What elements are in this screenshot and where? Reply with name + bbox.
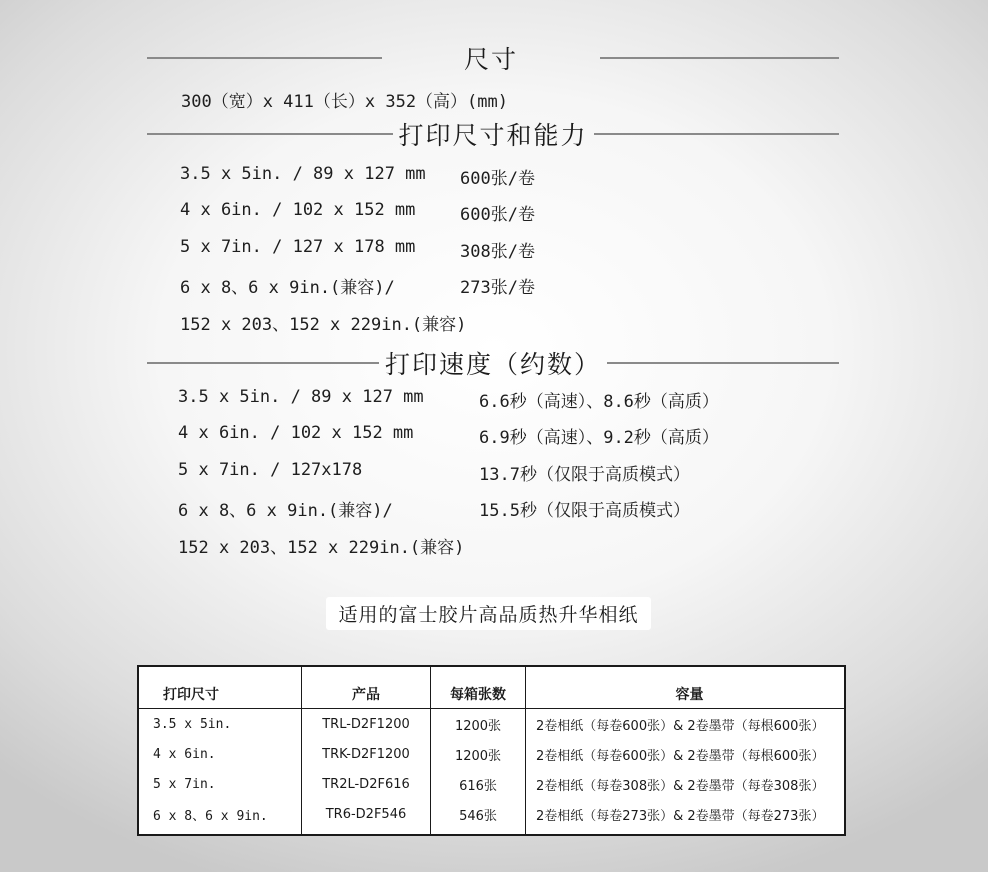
section-size-title: 尺寸 [463,45,518,74]
section-print-speed-title: 打印速度（约数） [385,350,602,379]
paper-title: 适用的富士胶片高品质热升华相纸 [326,597,651,630]
divider-left [147,133,393,135]
print-speed-row-2-speed: 6.9秒（高速）、9.2秒（高质） [479,428,719,448]
print-speed-row-3-size: 5 x 7in. / 127x178 [178,460,363,480]
print-size-row-4-capacity: 273张/卷 [460,278,535,298]
print-speed-row-5-size: 152 x 203、152 x 229in.(兼容) [178,538,465,558]
header-sheets-per-box: 每箱张数 [431,666,526,709]
print-size-row-1-size: 3.5 x 5in. / 89 x 127 mm [180,164,426,184]
divider-left [147,362,379,364]
table-header-row [138,666,845,709]
table-row [138,709,845,740]
table-row [138,739,845,769]
cell-capacity: 2卷相纸（每卷273张）& 2卷墨带（每卷273张） [526,799,846,835]
print-speed-row-1-size: 3.5 x 5in. / 89 x 127 mm [178,387,424,407]
print-size-row-2-capacity: 600张/卷 [460,205,535,225]
cell-sheets: 616张 [431,769,526,799]
header-print-size: 打印尺寸 [138,666,302,709]
print-speed-row-3-speed: 13.7秒（仅限于高质模式） [479,465,690,485]
section-print-size-header [147,116,839,152]
cell-sheets: 546张 [431,799,526,835]
cell-product: TRL-D2F1200 [302,709,431,740]
print-size-row-1-capacity: 600张/卷 [460,169,535,189]
print-speed-row-1-speed: 6.6秒（高速）、8.6秒（高质） [479,392,719,412]
print-size-row-5-size: 152 x 203、152 x 229in.(兼容) [180,315,467,335]
print-size-row-2-size: 4 x 6in. / 102 x 152 mm [180,200,416,220]
header-capacity: 容量 [526,666,846,709]
print-size-row-3-size: 5 x 7in. / 127 x 178 mm [180,237,416,257]
divider-right [607,362,839,364]
print-size-row-4-size: 6 x 8、6 x 9in.(兼容)/ [180,278,395,298]
print-speed-row-4-speed: 15.5秒（仅限于高质模式） [479,501,690,521]
cell-print-size: 5 x 7in. [138,769,302,799]
divider-right [600,57,839,59]
cell-print-size: 3.5 x 5in. [138,709,302,740]
cell-product: TR2L-D2F616 [302,769,431,799]
size-value: 300（宽）x 411（长）x 352（高）(mm) [181,92,508,112]
section-size-header [147,40,839,76]
header-product: 产品 [302,666,431,709]
table-row [138,769,845,799]
table-row [138,799,845,835]
cell-sheets: 1200张 [431,709,526,740]
cell-print-size: 6 x 8、6 x 9in. [138,799,302,835]
cell-capacity: 2卷相纸（每卷308张）& 2卷墨带（每卷308张） [526,769,846,799]
cell-capacity: 2卷相纸（每卷600张）& 2卷墨带（每根600张） [526,739,846,769]
section-print-size-title: 打印尺寸和能力 [398,121,588,150]
cell-product: TR6-D2F546 [302,799,431,835]
print-size-row-3-capacity: 308张/卷 [460,242,535,262]
divider-left [147,57,382,59]
cell-capacity: 2卷相纸（每卷600张）& 2卷墨带（每根600张） [526,709,846,740]
cell-product: TRK-D2F1200 [302,739,431,769]
section-print-speed-header [147,345,839,381]
divider-right [594,133,840,135]
cell-sheets: 1200张 [431,739,526,769]
print-speed-row-4-size: 6 x 8、6 x 9in.(兼容)/ [178,501,393,521]
paper-spec-table [137,665,846,836]
print-speed-row-2-size: 4 x 6in. / 102 x 152 mm [178,423,414,443]
cell-print-size: 4 x 6in. [138,739,302,769]
